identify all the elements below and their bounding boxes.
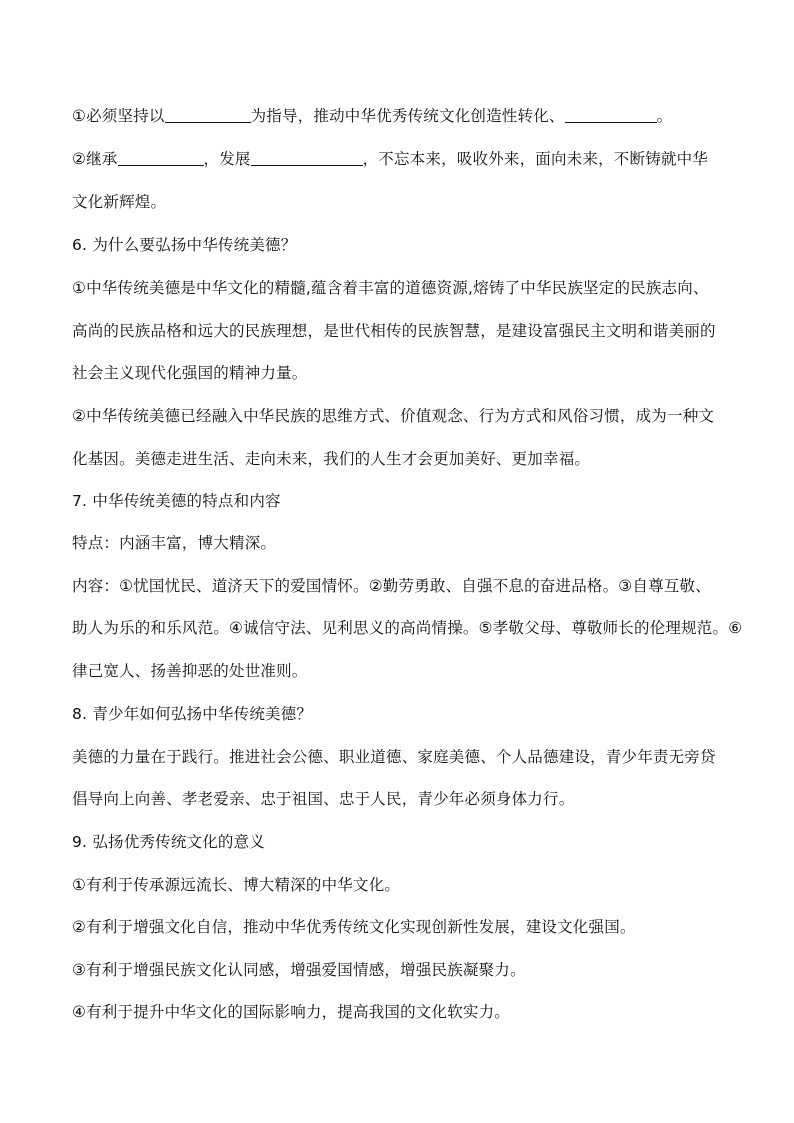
paragraph-line: ①有利于传承源远流长、博大精深的中华文化。 — [72, 876, 401, 894]
section-heading-9: 9. 弘扬优秀传统文化的意义 — [72, 833, 266, 851]
fill-blank-line-1 — [72, 105, 732, 127]
text-segment: 为指导，推动中华优秀传统文化创造性转化、 — [250, 107, 565, 125]
paragraph-line: 特点：内涵丰富，博大精深。 — [72, 534, 277, 552]
paragraph-line: ①中华传统美德是中华文化的精髓,蕴含着丰富的道德资源,熔铸了中华民族坚定的民族志向、 — [72, 279, 709, 297]
text-segment: 。 — [656, 107, 673, 125]
paragraph-line: 倡导向上向善、孝老爱亲、忠于祖国、忠于人民，青少年必须身体力行。 — [72, 790, 575, 808]
section-heading-6: 6. 为什么要弘扬中华传统美德？ — [72, 236, 297, 254]
paragraph-line: 内容：①忧国忧民、道济天下的爱国情怀。②勤劳勇敢、自强不息的奋进品格。③自尊互敬、 — [72, 577, 711, 595]
paragraph-line: 社会主义现代化强国的精神力量。 — [72, 364, 308, 382]
paragraph-line: ④有利于提升中华文化的国际影响力，提高我国的文化软实力。 — [72, 1003, 510, 1021]
paragraph-line: 高尚的民族品格和远大的民族理想，是世代相传的民族智慧，是建设富强民主文明和谐美丽的 — [72, 322, 716, 340]
paragraph-line: ②有利于增强文化自信，推动中华优秀传统文化实现创新性发展，建设文化强国。 — [72, 918, 636, 936]
section-heading-7: 7. 中华传统美德的特点和内容 — [72, 492, 281, 510]
answer-blank[interactable] — [565, 106, 657, 123]
paragraph-line: 化基因。美德走进生活、走向未来，我们的人生才会更加美好、更加幸福。 — [72, 450, 591, 468]
answer-blank[interactable] — [251, 149, 363, 166]
answer-blank[interactable] — [118, 149, 204, 166]
paragraph-line: 律己宽人、扬善抑恶的处世准则。 — [72, 662, 308, 680]
fill-blank-line-2 — [72, 148, 732, 170]
paragraph-line: 助人为乐的和乐风范。④诚信守法、见利思义的高尚情操。⑤孝敬父母、尊敬师长的伦理规范。⑥ — [72, 619, 743, 637]
text-segment: ①必须坚持以 — [72, 107, 165, 125]
paragraph-line: ③有利于增强民族文化认同感，增强爱国情感，增强民族凝聚力。 — [72, 961, 526, 979]
text-segment: ②继承 — [72, 150, 118, 168]
paragraph-line: 美德的力量在于践行。推进社会公德、职业道德、家庭美德、个人品德建设，青少年责无旁贷 — [72, 748, 716, 766]
paragraph-line: 文化新辉煌。 — [72, 193, 167, 211]
text-segment: ，不忘本来，吸收外来，面向未来，不断铸就中华 — [362, 150, 709, 168]
text-segment: ，发展 — [203, 150, 251, 168]
answer-blank[interactable] — [165, 106, 251, 123]
section-heading-8: 8. 青少年如何弘扬中华传统美德？ — [72, 705, 313, 723]
paragraph-line: ②中华传统美德已经融入中华民族的思维方式、价值观念、行为方式和风俗习惯，成为一种文 — [72, 407, 715, 425]
